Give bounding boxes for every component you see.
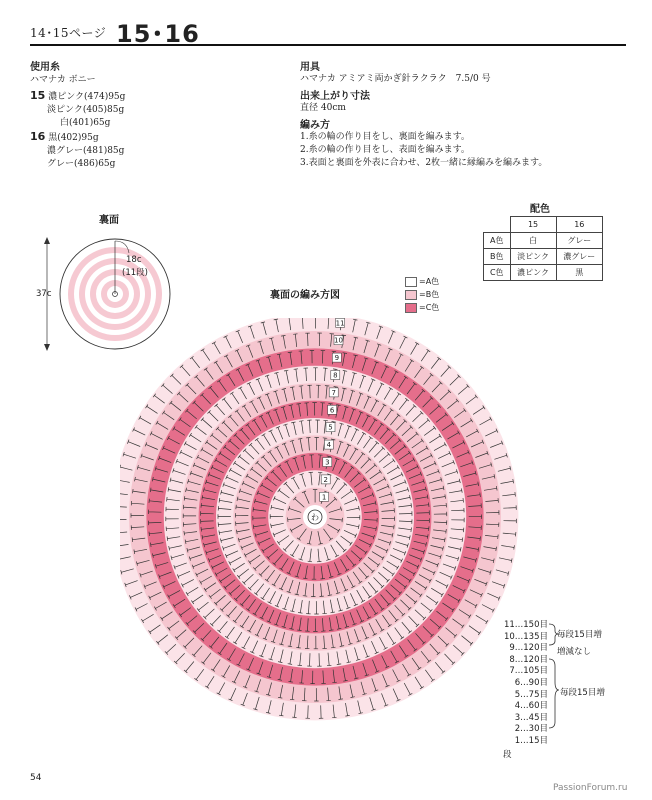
- legend-item-a: [405, 275, 439, 288]
- item-number: 16: [30, 130, 46, 143]
- table-header-cell: 15: [510, 217, 556, 233]
- table-cell: 濃グレー: [556, 249, 602, 265]
- round-label: 6: [329, 406, 335, 415]
- round-label: 7: [331, 388, 336, 397]
- tools-text: ハマナカ アミアミ両かぎ針ラクラク 7.5/0 号: [300, 74, 491, 84]
- round-row: 7…105目: [509, 666, 548, 677]
- watermark: PassionForum.ru: [553, 783, 628, 793]
- note-increase-bottom: 毎段15目増: [560, 688, 605, 698]
- round-label: 3: [325, 458, 330, 467]
- yarn-section: [30, 58, 270, 171]
- table-cell: A色: [484, 233, 511, 249]
- legend-swatch: [405, 277, 417, 287]
- round-row: 6…90目: [514, 677, 548, 688]
- yarn-heading: 使用糸: [30, 62, 60, 73]
- legend-item-c: [405, 301, 439, 314]
- table-row: [484, 233, 603, 249]
- yarn-item-15: [30, 89, 270, 130]
- round-row: 2…30目: [514, 724, 548, 735]
- header-rule: [30, 44, 626, 46]
- table-cell: B色: [484, 249, 511, 265]
- table-cell: グレー: [556, 233, 602, 249]
- round-suffix: 段: [503, 750, 512, 760]
- yarn-line: 濃グレー(481)85g: [47, 146, 125, 156]
- note-increase-top: 毎段15目増: [557, 630, 602, 640]
- round-label: 1: [321, 493, 327, 502]
- note-no-change: 増減なし: [557, 647, 592, 657]
- small-diagram-rounds: (11段): [122, 268, 148, 278]
- round-row: 11…150目: [503, 620, 548, 630]
- yarn-line: 淡ピンク(405)85g: [47, 105, 125, 115]
- round-row: 10…135目: [503, 631, 548, 642]
- table-row: [484, 265, 603, 281]
- legend-label: =C色: [419, 303, 440, 312]
- round-row: 3…45目: [514, 712, 548, 723]
- small-diagram-radius: 18c: [126, 255, 142, 265]
- legend-item-b: [405, 288, 439, 301]
- method-step: 1.糸の輪の作り目をし、裏面を編みます。: [300, 132, 470, 142]
- round-row: 9…120目: [509, 643, 548, 654]
- chart-legend: [405, 275, 439, 314]
- item-number: 15: [30, 89, 46, 102]
- round-label: 9: [334, 354, 340, 363]
- round-label: 5: [328, 423, 333, 432]
- yarn-brand: ハマナカ ボニー: [30, 75, 96, 85]
- round-label: 2: [323, 475, 328, 484]
- size-text: 直径 40cm: [300, 103, 346, 113]
- size-heading: 出来上がり寸法: [300, 91, 370, 102]
- yarn-line: 白(401)65g: [60, 118, 111, 128]
- crochet-chart: [120, 318, 520, 754]
- yarn-line: 濃ピンク(474)95g: [48, 92, 126, 102]
- page-reference: 14･15ページ: [30, 26, 107, 40]
- round-row: 5…75目: [514, 689, 548, 700]
- color-table: [483, 216, 603, 281]
- round-label: 11: [335, 319, 345, 328]
- method-heading: 編み方: [300, 120, 330, 131]
- table-row: [484, 249, 603, 265]
- legend-swatch: [405, 290, 417, 300]
- yarn-line: グレー(486)65g: [47, 159, 116, 169]
- small-diagram-size: 37c: [36, 289, 52, 299]
- round-label: 8: [333, 371, 338, 380]
- color-table-title: 配色: [530, 204, 550, 215]
- legend-swatch: [405, 303, 417, 313]
- yarn-item-16: [30, 130, 270, 171]
- round-label: 10: [334, 336, 343, 345]
- table-cell: 白: [510, 233, 556, 249]
- table-header-cell: 16: [556, 217, 602, 233]
- round-row: 8…120目: [509, 654, 548, 665]
- page-number: 54: [30, 773, 42, 783]
- table-cell: C色: [484, 265, 511, 281]
- legend-label: =A色: [419, 277, 440, 286]
- round-count-list: [488, 620, 548, 748]
- method-step: 3.表面と裏面を外表に合わせ、2枚一緒に縁編みを編みます。: [300, 158, 548, 168]
- tools-heading: 用具: [300, 62, 320, 73]
- small-diagram-title: 裏面: [99, 215, 119, 226]
- yarn-line: 黒(402)95g: [48, 133, 99, 143]
- pattern-number-title: 15･16: [116, 20, 200, 48]
- table-cell: 濃ピンク: [510, 265, 556, 281]
- center-label: わ: [311, 513, 319, 522]
- instructions-section: [300, 58, 630, 170]
- color-table-header: [484, 217, 603, 233]
- method-step: 2.糸の輪の作り目をし、表面を編みます。: [300, 145, 470, 155]
- round-label: 4: [326, 441, 332, 450]
- table-cell: 黒: [556, 265, 602, 281]
- table-cell: 淡ピンク: [510, 249, 556, 265]
- round-row: 1…15目: [514, 735, 548, 746]
- chart-title: 裏面の編み方図: [270, 290, 340, 301]
- round-row: 4…60目: [514, 701, 548, 712]
- legend-label: =B色: [419, 290, 440, 299]
